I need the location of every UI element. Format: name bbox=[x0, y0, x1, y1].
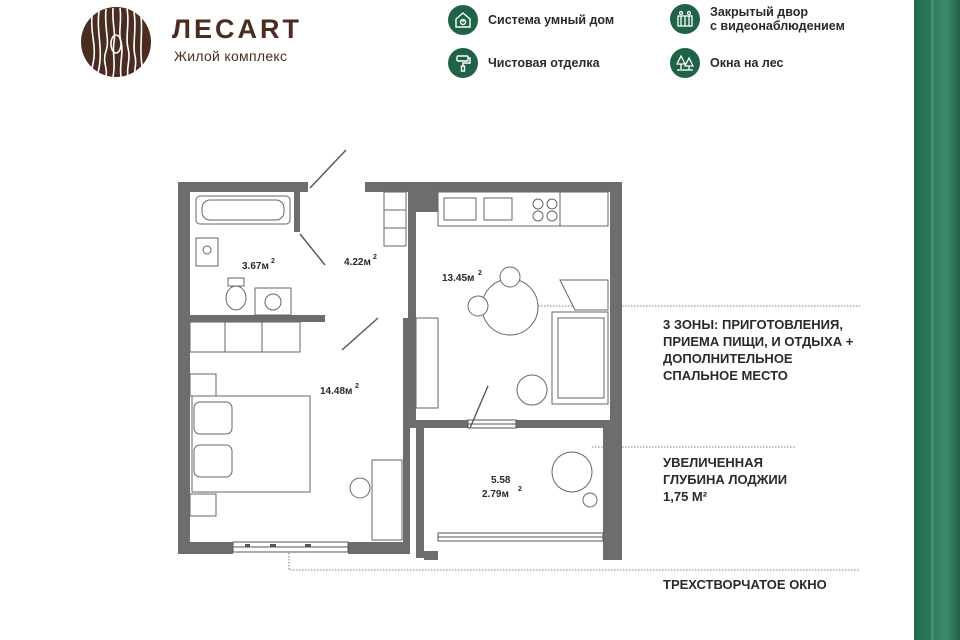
label-bedroom-sup: 2 bbox=[355, 383, 359, 390]
callout-loggia: УВЕЛИЧЕННАЯ ГЛУБИНА ЛОДЖИИ 1,75 М² bbox=[663, 455, 788, 504]
feature-label: Система умный дом bbox=[488, 13, 615, 27]
label-bedroom-area: 14.48м bbox=[320, 386, 353, 397]
label-bathroom-area: 3.67м bbox=[242, 261, 269, 272]
callout-window: ТРЕХСТВОРЧАТОЕ ОКНО bbox=[663, 577, 827, 592]
furniture bbox=[190, 192, 608, 540]
label-loggia-area: 5.58 bbox=[491, 475, 511, 486]
callout-zones: 3 ЗОНЫ: ПРИГОТОВЛЕНИЯ, ПРИЕМА ПИЩИ, И ОТДЫХА + ДОПОЛНИТЕЛЬНОЕ СПАЛЬНОЕ МЕСТО bbox=[663, 317, 854, 383]
label-kitchen-sup: 2 bbox=[478, 270, 482, 277]
feature-label: Окна на лес bbox=[710, 56, 784, 70]
label-hall-area: 4.22м bbox=[344, 257, 371, 268]
brand-subtitle: Жилой комплекс bbox=[174, 48, 288, 64]
label-kitchen-area: 13.45м bbox=[442, 273, 475, 284]
label-loggia-reduced-area: 2.79м bbox=[482, 489, 509, 500]
feature-label: Чистовая отделка bbox=[488, 56, 600, 70]
brand-name: ЛЕСART bbox=[172, 14, 302, 44]
label-bathroom-sup: 2 bbox=[271, 258, 275, 265]
label-hall-sup: 2 bbox=[373, 254, 377, 261]
label-loggia-reduced-sup: 2 bbox=[518, 486, 522, 493]
feature-label: Закрытый двор с видеонаблюдением bbox=[710, 5, 845, 33]
